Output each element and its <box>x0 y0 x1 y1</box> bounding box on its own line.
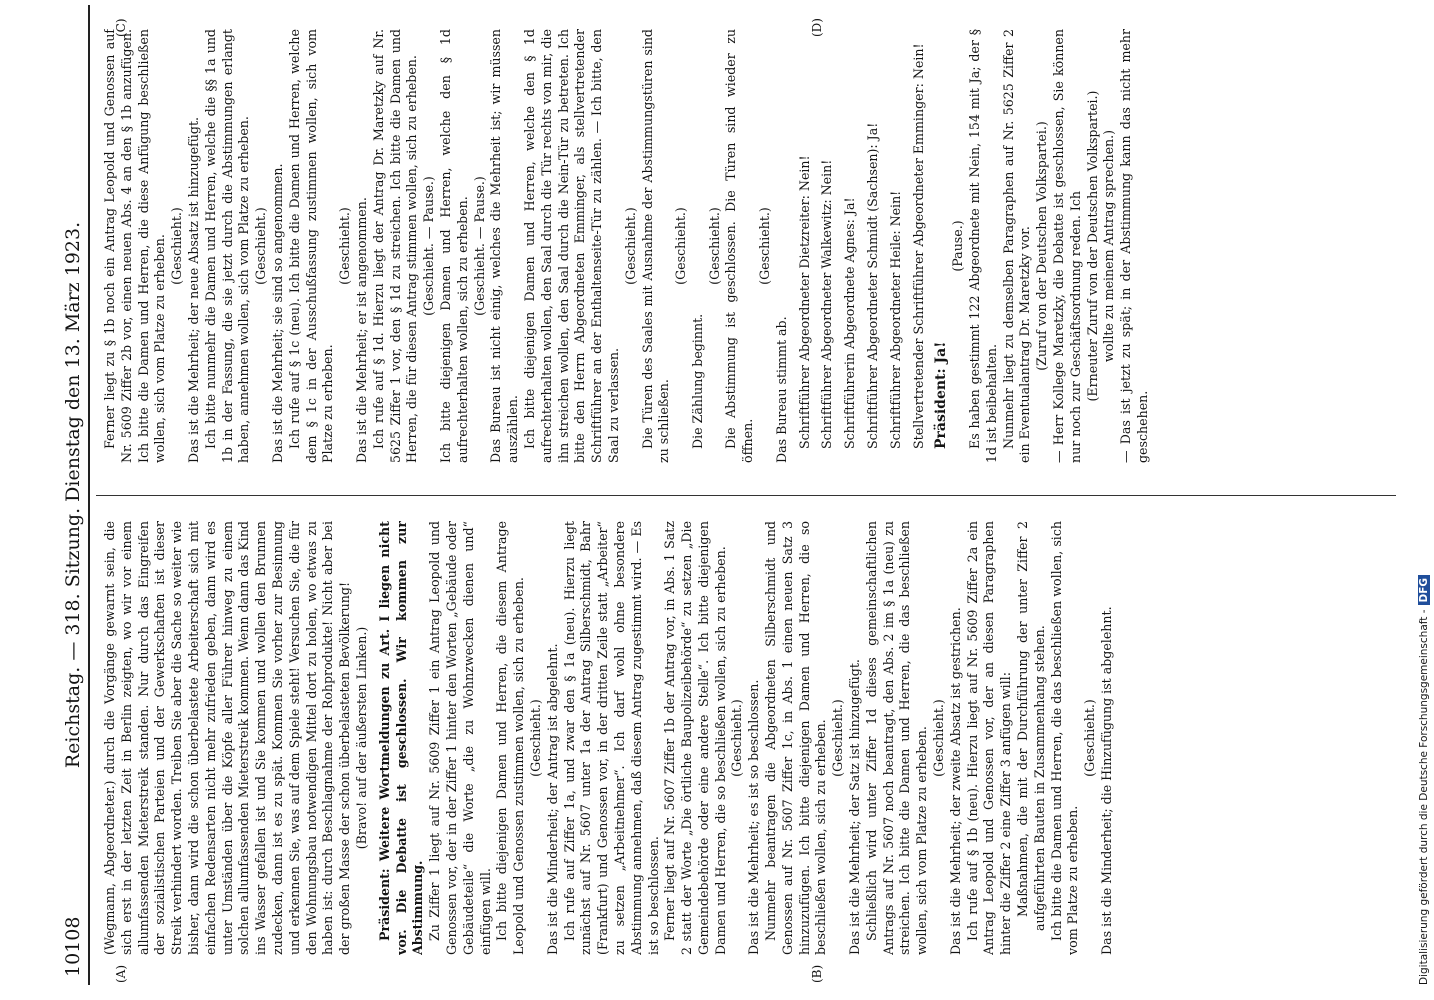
column-divider <box>96 495 1396 496</box>
interjection: (Geschieht.) <box>337 207 353 285</box>
document-page <box>58 5 1403 985</box>
paragraph: Ich rufe auf § 1d. Hierzu liegt der Antrag Dr. Maretzky auf Nr. 5625 Ziffer 1 vor, den § 1d zu streichen. Ich bitte die Damen und Herren, die für diesen Antrag stimmen wollen, sich zu erheben. <box>370 29 420 463</box>
interjection: (Geschieht.) <box>830 699 846 777</box>
margin-mark-d: (D) <box>810 18 824 37</box>
interjection: (Geschieht. — Pause.) <box>471 176 487 316</box>
paragraph: Ich rufe auf Ziffer 1a, und zwar den § 1a (neu). Hierzu liegt zunächst auf Nr. 5607 unter 1a der Antrag Silberschmidt, Bahr (Frankfurt) und Genossen vor, in der dritten Zeile statt „Arbeiter“ zu setzen „Arbeitnehmer“. Ich darf wohl ohne besondere Abstimmung annehmen, daß diesem Antrag zugestimmt wird. — Es ist so beschlossen. <box>561 521 661 955</box>
page-header <box>58 5 90 985</box>
page-number: 10108 <box>62 916 84 977</box>
interjection: (Pause.) <box>950 220 966 272</box>
paragraph: Ich bitte diejenigen Damen und Herren, die diesem Antrage Leopold und Genossen zustimmen wollen, sich zu erheben. <box>494 521 527 955</box>
paragraph: Zu Ziffer 1 liegt auf Nr. 5609 Ziffer 1 ein Antrag Leopold und Genossen vor, der in der Ziffer 1 hinter den Worten „Gebäude oder Gebäudeteile“ die Worte „die zu Wohnzwecken dienen und“ einfügen will. <box>427 521 493 955</box>
interjection: (Zuruf von der Deutschen Volkspartei.) <box>1034 121 1050 371</box>
interjection: (Geschieht.) <box>622 207 638 285</box>
paragraph: Nunmehr beantragen die Abgeordneten Silberschmidt und Genossen auf Nr. 5607 Ziffer 1c, in Abs. 1 einen neuen Satz 3 hinzuzufügen. Ich bitte diejenigen Damen und Herren, die so beschließen wollen, sich zu erheben. <box>763 521 829 955</box>
paragraph: Das ist die Mehrheit; der Satz ist hinzugefügt. <box>847 659 863 955</box>
paragraph: Präsident: Weitere Wortmeldungen zu Art. I liegen nicht vor. Die Debatte ist geschlossen. Wir kommen zur Abstimmung. <box>376 521 426 955</box>
vote-statement: Schriftführer Abgeordneter Heile: Nein! <box>887 190 903 449</box>
vote-statement: Stellvertretender Schriftführer Abgeordneter Emminger: Nein! <box>910 43 926 449</box>
paragraph: Das ist die Mehrheit; sie sind so angenommen. <box>269 163 285 463</box>
interjection: (Erneuter Zuruf von der Deutschen Volkspartei.) <box>1084 90 1100 402</box>
page-title: Reichstag. — 318. Sitzung. Dienstag den 13. März 1923. <box>62 221 84 769</box>
margin-mark-a: (A) <box>114 964 128 983</box>
paragraph: Das ist die Mehrheit; der neue Absatz ist hinzugefügt. <box>185 116 201 463</box>
vote-statement: Schriftführerin Abgeordnete Agnes: Ja! <box>842 197 858 449</box>
dfg-logo: DFG <box>1418 575 1430 606</box>
interjection: (Geschieht.) <box>253 207 269 285</box>
paragraph: Das ist die Mehrheit; der zweite Absatz ist gestrichen. <box>947 607 963 955</box>
margin-mark-b: (B) <box>810 964 824 983</box>
paragraph: Ich bitte nunmehr die Damen und Herren, welche die §§ 1a und 1b in der Fassung, die sie jetzt durch die Abstimmungen erlangt haben, annehmen wollen, sich vom Platze zu erheben. <box>202 29 252 463</box>
interjection: (Geschieht.) <box>527 699 543 777</box>
paragraph: — Herr Kollege Maretzky, die Debatte ist geschlossen, Sie können nur noch zur Geschäftsordnung reden. Ich <box>1051 29 1083 463</box>
paragraph: — Das ist jetzt zu spät; in der Abstimmung kann das nicht mehr geschehen. <box>1118 29 1151 463</box>
paragraph: Das Bureau stimmt ab. <box>773 316 789 463</box>
paragraph: Es haben gestimmt 122 Abgeordnete mit Nein, 154 mit Ja; der § 1d ist beibehalten. <box>967 29 999 463</box>
paragraph: (Wegmann, Abgeordneter.) durch die Vorgänge gewarnt sein, die sich erst in der letzten Zeit in Berlin zeigten, wo wir vor einem allumfassenden Mieterstreik standen. Nur durch das Eingreifen der sozialistischen Parteien und der Gewerkschaften ist dieser Streik verhindert worden. Treiben Sie aber die Sache so weiter wie bisher, dann wird die schon überbelastete Arbeiterschaft sich mit einfachen Redensarten nicht mehr zufrieden geben, dann wird es unter Umständen über die Köpfe aller Führer hinweg zu einem solchen allumfassenden Mieterstreik kommen. Wenn dann das Kind ins Wasser gefallen ist und Sie kommen und wollen den Brunnen zudecken, dann ist es zu spät. Kommen Sie vorher zur Besinnung und erkennen Sie, was auf dem Spiele steht! Versuchen Sie, die für den Wohnungsbau notwendigen Mittel dort zu holen, wo etwas zu haben ist: durch Beschlagnahme der Rohprodukte! Nicht aber bei der großen Masse der schon überbelasteten Bevölkerung! <box>102 521 353 955</box>
paragraph: Das ist die Minderheit; die Hinzufügung ist abgelehnt. <box>1099 606 1115 955</box>
vote-statement: Schriftführer Abgeordneter Schmidt (Sachsen): Ja! <box>865 122 881 449</box>
paragraph: Ich rufe auf § 1b (neu). Hierzu liegt auf Nr. 5609 Ziffer 2a ein Antrag Leopold und Genossen vor, der an diesen Paragraphen hinter die Ziffer 2 eine Ziffer 3 anfügen will: <box>964 521 1014 955</box>
paragraph: Die Türen des Saales mit Ausnahme der Abstimmungstüren sind zu schließen. <box>639 29 672 463</box>
paragraph: Ich bitte diejenigen Damen und Herren, welche den § 1d aufrechterhalten wollen, den Saal durch die Tür rechts von mir, die ihn streichen wollen, den Saal durch die Nein-Tür zu betreten. Ich bitte den Herrn Abgeordneten Emminger, als stellvertretender Schriftführer an der Enthaltenseite-Tür zu zählen. — Ich bitte, den Saal zu verlassen. <box>521 29 621 463</box>
margin-mark-c: (C) <box>114 18 128 37</box>
vote-statement: Schriftführer Abgeordneter Walkewitz: Nein! <box>819 159 835 449</box>
left-column <box>102 521 1392 955</box>
paragraph: Das ist die Minderheit; der Antrag ist abgelehnt. <box>544 643 560 955</box>
interjection: (Geschieht.) <box>757 207 773 285</box>
paragraph: Die Abstimmung ist geschlossen. Die Türen sind wieder zu öffnen. <box>723 29 756 463</box>
right-column <box>102 29 1392 463</box>
paragraph: Das Bureau ist nicht einig, welches die Mehrheit ist; wir müssen auszählen. <box>488 29 521 463</box>
interjection: (Geschieht.) <box>931 699 947 777</box>
interjection: wollte zu meinem Antrag sprechen.) <box>1101 129 1117 363</box>
paragraph: Ich rufe auf § 1c (neu). Ich bitte die Damen und Herren, welche dem § 1c in der Ausschußfassung zustimmen wollen, sich vom Platze zu erheben. <box>286 29 336 463</box>
paragraph: Ich bitte diejenigen Damen und Herren, welche den § 1d aufrechterhalten wollen, sich zu erheben. <box>437 29 470 463</box>
paragraph: Ich bitte die Damen und Herren, die das beschließen wollen, sich vom Platze zu erheben. <box>1048 521 1081 955</box>
president-statement: Präsident: Ja! <box>933 341 950 449</box>
interjection: (Geschieht.) <box>1082 699 1098 777</box>
paragraph: Das ist die Mehrheit; er ist angenommen. <box>353 197 369 463</box>
paragraph: Ferner liegt zu § 1b noch ein Antrag Leopold und Genossen auf Nr. 5609 Ziffer 2b vor, einen neuen Abs. 4 an den § 1b anzufügen. Ich bitte die Damen und Herren, die diese Anfügung beschließen wollen, sich vom Platze zu erheben. <box>102 29 168 463</box>
quoted-text: Maßnahmen, die mit der Durchführung der unter Ziffer 2 aufgeführten Bauten in Zusammenhang stehen. <box>1015 521 1047 931</box>
interjection: (Geschieht.) <box>673 207 689 285</box>
paragraph: Schließlich wird unter Ziffer 1d dieses gemeinschaftlichen Antrags auf Nr. 5607 noch beantragt, den Abs. 2 im § 1a (neu) zu streichen. Ich bitte die Damen und Herren, die das beschließen wollen, sich vom Platze zu erheben. <box>863 521 930 955</box>
paragraph: Nunmehr liegt zu demselben Paragraphen auf Nr. 5625 Ziffer 2 ein Eventualantrag Dr. Maretzky vor. <box>1000 29 1033 463</box>
vote-statement: Schriftführer Abgeordneter Dietzreiter: Nein! <box>796 155 812 449</box>
digitization-credit <box>1418 5 1430 985</box>
interjection: (Geschieht.) <box>169 207 185 285</box>
paragraph: Ferner liegt auf Nr. 5607 Ziffer 1b der Antrag vor, in Abs. 1 Satz 2 statt der Worte „Die örtliche Baupolizeibehörde“ zu setzen „Die Gemeindebehörde oder eine andere Stelle“. Ich bitte diejenigen Damen und Herren, die so beschließen wollen, sich zu erheben. <box>662 521 728 955</box>
paragraph: Das ist die Mehrheit; es ist so beschlossen. <box>746 679 762 955</box>
interjection: (Geschieht. — Pause.) <box>421 176 437 316</box>
paragraph: Die Zählung beginnt. <box>689 313 705 449</box>
interjection: (Geschieht.) <box>706 207 722 285</box>
interjection: (Geschieht.) <box>729 699 745 777</box>
interjection: (Bravo! auf der äußersten Linken.) <box>353 626 369 850</box>
credit-text: Digitalisierung gefördert durch die Deutsche Forschungsgemeinschaft - <box>1418 609 1430 985</box>
